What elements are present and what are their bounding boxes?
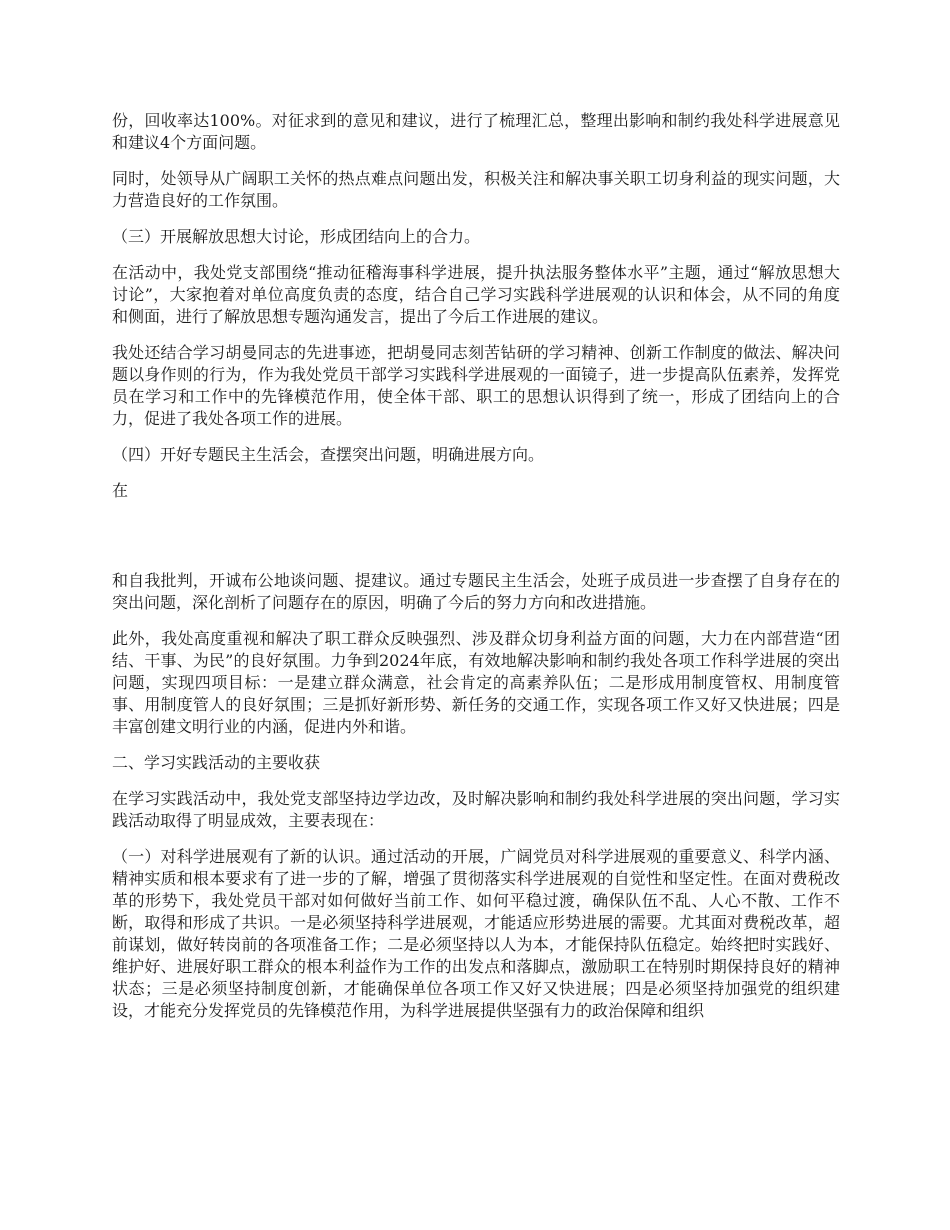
- section-heading: （三）开展解放思想大讨论，形成团结向上的合力。: [112, 227, 481, 246]
- paragraph: （一）对科学进展观有了新的认识。通过活动的开展，广阔党员对科学进展观的重要意义、科学内涵、精神实质和根本要求有了进一步的了解，增强了贯彻落实科学进展观的自觉性和坚定性。在面对费税改革的形势下，我处党员干部对如何做好当前工作、如何平稳过渡，确保队伍不乱、人心不散、工作不断，取得和形成了共识。一是必须坚持科学进展观，才能适应形势进展的需要。尤其面对费税改革，超前谋划，做好转岗前的各项准备工作；二是必须坚持以人为本，才能保持队伍稳定。始终把时实践好、维护好、进展好职工群众的根本利益作为工作的出发点和落脚点，激励职工在特别时期保持良好的精神状态；三是必须坚持制度创新，才能确保单位各项工作又好又快进展；四是必须坚持加强党的组织建设，才能充分发挥党员的先锋模范作用，为科学进展提供坚强有力的政治保障和组织: [112, 847, 840, 1020]
- paragraph: 同时，处领导从广阔职工关怀的热点难点问题出发，积极关注和解决事关职工切身利益的现实问题，大力营造良好的工作氛围。: [112, 169, 840, 210]
- document-body: [112, 110, 840, 1036]
- paragraph: 此外，我处高度重视和解决了职工群众反映强烈、涉及群众切身利益方面的问题，大力在内部营造“团结、干事、为民”的良好氛围。力争到2024年底，有效地解决影响和制约我处各项工作科学进展的突出问题，实现四项目标：一是建立群众满意，社会肯定的高素养队伍；二是形成用制度管权、用制度管事、用制度管人的良好氛围；三是抓好新形势、新任务的交通工作，实现各项工作又好又快进展；四是丰富创建文明行业的内涵，促进内外和谐。: [112, 629, 840, 736]
- paragraph: 份，回收率达100%。对征求到的意见和建议，进行了梳理汇总，整理出影响和制约我处科学进展意见和建议4个方面问题。: [112, 111, 840, 152]
- blank-gap: [112, 516, 840, 570]
- section-heading: （四）开好专题民主生活会，查摆突出问题，明确进展方向。: [112, 445, 545, 464]
- paragraph: 在活动中，我处党支部围绕“推动征稽海事科学进展，提升执法服务整体水平”主题，通过“解放思想大讨论”，大家抱着对单位高度负责的态度，结合自己学习实践科学进展观的认识和体会，从不同的角度和侧面，进行了解放思想专题沟通发言，提出了今后工作进展的建议。: [112, 263, 840, 326]
- section-heading: 二、学习实践活动的主要收获: [112, 753, 321, 772]
- paragraph: 在: [112, 481, 129, 500]
- paragraph: 和自我批判，开诚布公地谈问题、提建议。通过专题民主生活会，处班子成员进一步查摆了自身存在的突出问题，深化剖析了问题存在的原因，明确了今后的努力方向和改进措施。: [112, 571, 840, 612]
- paragraph: 我处还结合学习胡曼同志的先进事迹，把胡曼同志刻苦钻研的学习精神、创新工作制度的做法、解决问题以身作则的行为，作为我处党员干部学习实践科学进展观的一面镜子，进一步提高队伍素养，发挥党员在学习和工作中的先锋模范作用，使全体干部、职工的思想认识得到了统一，形成了团结向上的合力，促进了我处各项工作的进展。: [112, 343, 840, 428]
- paragraph: 在学习实践活动中，我处党支部坚持边学边改，及时解决影响和制约我处科学进展的突出问题，学习实践活动取得了明显成效，主要表现在：: [112, 789, 840, 830]
